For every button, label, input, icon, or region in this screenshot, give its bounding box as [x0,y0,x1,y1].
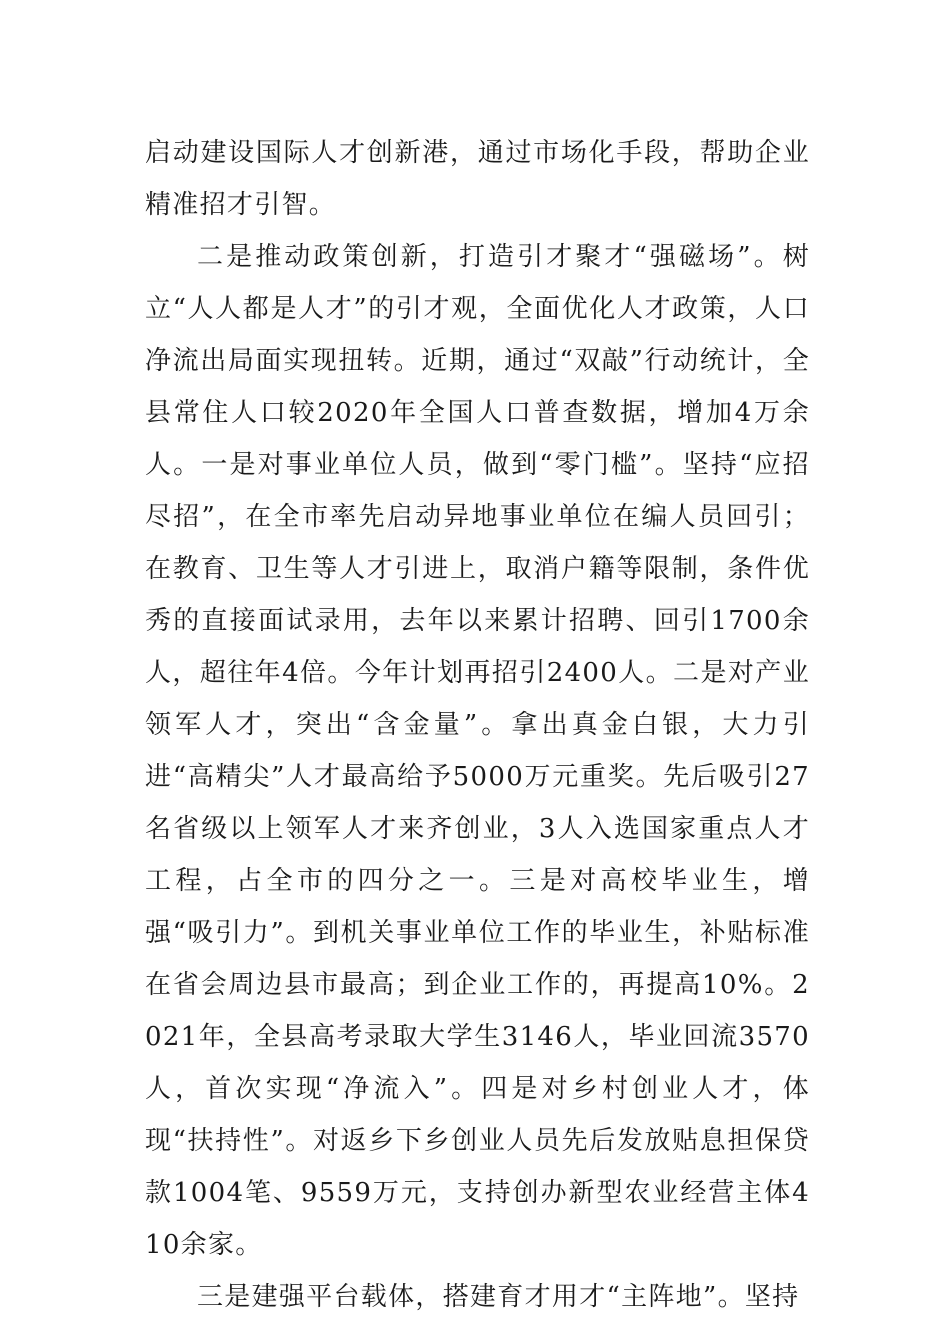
paragraph-policy-innovation: 二是推动政策创新，打造引才聚才“强磁场”。树立“人人都是人才”的引才观，全面优化人才政策，人口净流出局面实现扭转。近期，通过“双敲”行动统计，全县常住人口较2020年全国人口普查数据，增加4万余人。一是对事业单位人员，做到“零门槛”。坚持“应招尽招”，在全市率先启动异地事业单位在编人员回引；在教育、卫生等人才引进上，取消户籍等限制，条件优秀的直接面试录用，去年以来累计招聘、回引1700余人，超往年4倍。今年计划再招引2400人。二是对产业领军人才，突出“含金量”。拿出真金白银，大力引进“高精尖”人才最高给予5000万元重奖。先后吸引27名省级以上领军人才来齐创业，3人入选国家重点人才工程，占全市的四分之一。三是对高校毕业生，增强“吸引力”。到机关事业单位工作的毕业生，补贴标准在省会周边县市最高；到企业工作的，再提高10%。2021年，全县高考录取大学生3146人，毕业回流3570人，首次实现“净流入”。四是对乡村创业人才，体现“扶持性”。对返乡下乡创业人员先后发放贴息担保贷款1004笔、9559万元，支持创办新型农业经营主体410余家。 [145,242,810,1260]
paragraph-platform-carrier: 三是建强平台载体，搭建育才用才“主阵地”。坚持 [197,1282,800,1312]
paragraph-continuation: 启动建设国际人才创新港，通过市场化手段，帮助企业精准招才引智。 [145,138,810,220]
document-body [145,127,810,1323]
